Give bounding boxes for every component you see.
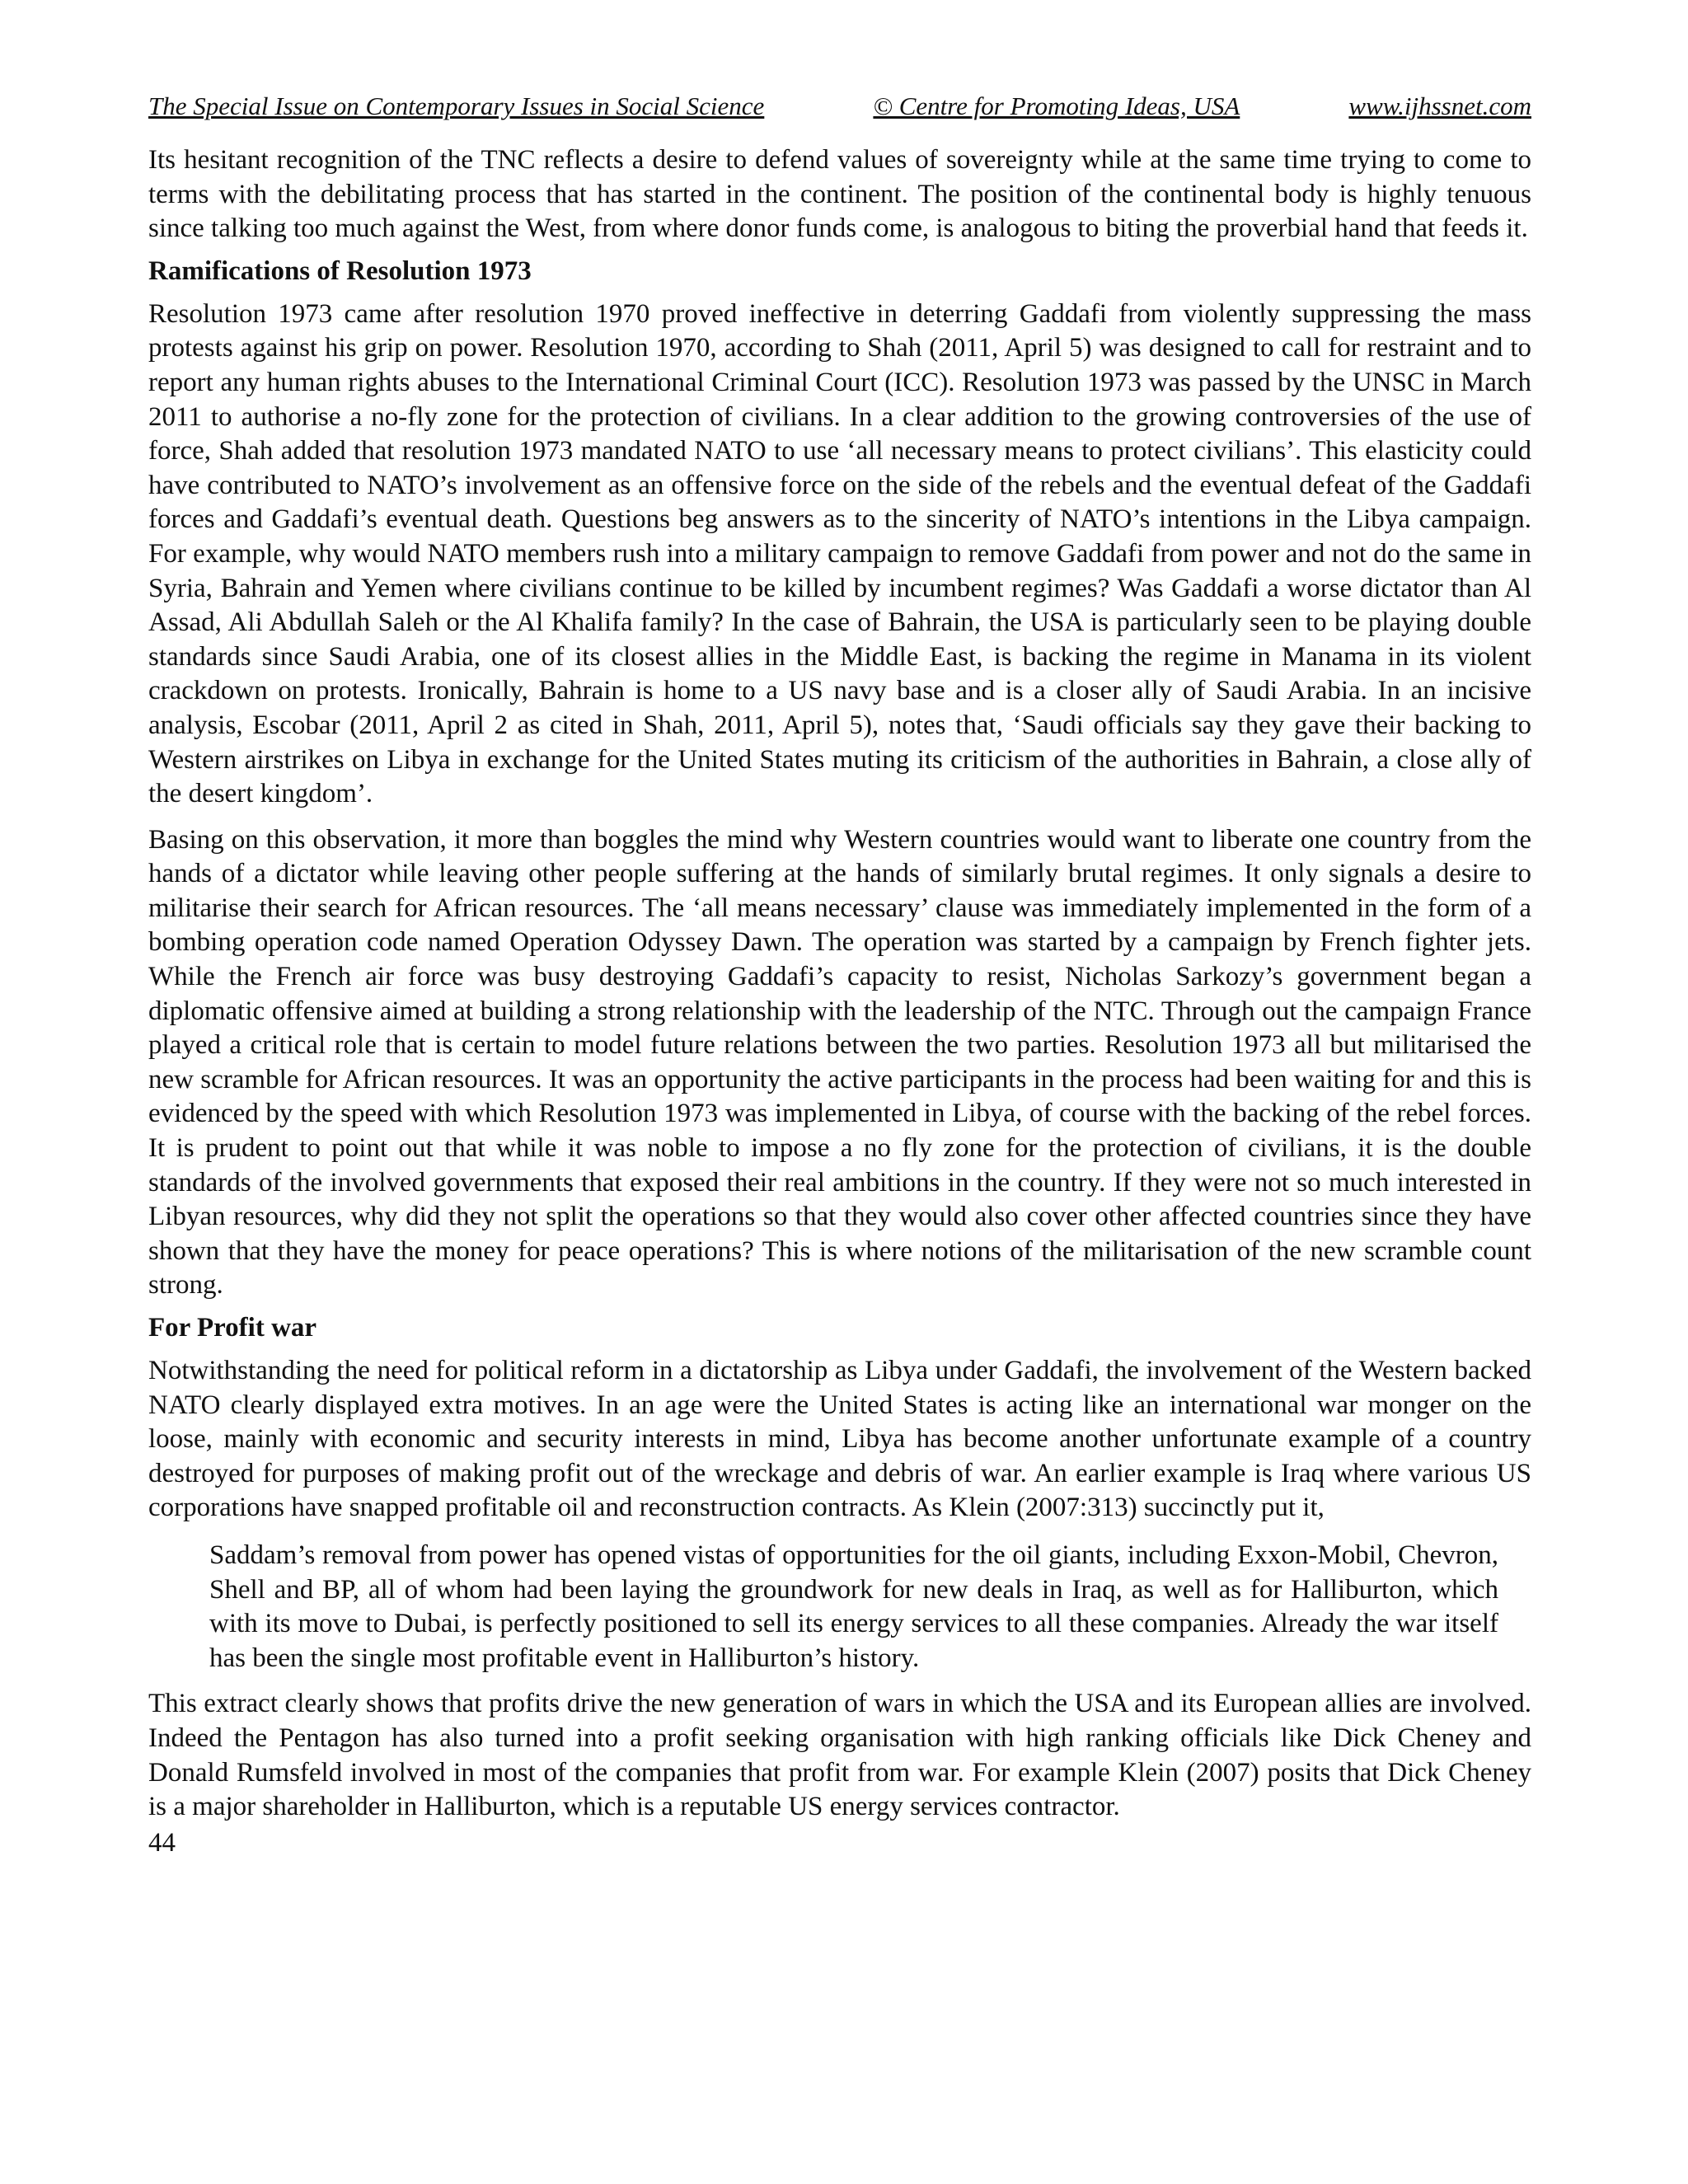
paragraph-ramifications-1: Resolution 1973 came after resolution 1970 proved ineffective in deterring Gaddafi from violently suppressing the mass protests against his grip on power. Resolution 1970, according to Shah (2011, April 5) was designed to call for restraint and to report any human rights abuses to the International Criminal Court (ICC). Resolution 1973 was passed by the UNSC in March 2011 to authorise a no-fly zone for the protection of civilians. In a clear addition to the growing controversies of the use of force, Shah added that resolution 1973 mandated NATO to use ‘all necessary means to protect civilians’. This elasticity could have contributed to NATO’s involvement as an offensive force on the side of the rebels and the eventual defeat of the Gaddafi forces and Gaddafi’s eventual death. Questions beg answers as to the sincerity of NATO’s intentions in the Libya campaign. For example, why would NATO members rush into a military campaign to remove Gaddafi from power and not do the same in Syria, Bahrain and Yemen where civilians continue to be killed by incumbent regimes? Was Gaddafi a worse dictator than Al Assad, Ali Abdullah Saleh or the Al Khalifa family? In the case of Bahrain, the USA is particularly seen to be playing double standards since Saudi Arabia, one of its closest allies in the Middle East, is backing the regime in Manama in its violent crackdown on protests. Ironically, Bahrain is home to a US navy base and is a closer ally of Saudi Arabia. In an incisive analysis, Escobar (2011, April 2 as cited in Shah, 2011, April 5), notes that, ‘Saudi officials say they gave their backing to Western airstrikes on Libya in exchange for the United States muting its criticism of the authorities in Bahrain, a close ally of the desert kingdom’. bbox=[148, 298, 1531, 809]
copyright-notice: © Centre for Promoting Ideas, USA bbox=[873, 91, 1240, 120]
running-header bbox=[148, 91, 1531, 122]
paragraph-profit-2: This extract clearly shows that profits drive the new generation of wars in which the USA and its European allies are involved. Indeed the Pentagon has also turned into a profit seeking organisation with high ranking officials like Dick Cheney and Donald Rumsfeld involved in most of the companies that profit from war. For example Klein (2007) posits that Dick Cheney is a major shareholder in Halliburton, which is a reputable US energy services contractor. bbox=[148, 1689, 1531, 1822]
paragraph-intro: Its hesitant recognition of the TNC reflects a desire to defend values of sovereignty while at the same time trying to come to terms with the debilitating process that has started in the continent. The position of the continental body is highly tenuous since talking too much against the West, from where donor funds come, is analogous to biting the proverbial hand that feeds it. bbox=[148, 145, 1531, 244]
section-heading-ramifications: Ramifications of Resolution 1973 bbox=[148, 255, 532, 286]
block-quote bbox=[209, 1539, 1498, 1675]
paragraph-profit-1: Notwithstanding the need for political reform in a dictatorship as Libya under Gaddafi, the involvement of the Western backed NATO clearly displayed extra motives. In an age were the United States is acting like an international war monger on the loose, mainly with economic and security interests in mind, Libya has become another unfortunate example of a country destroyed for purposes of making profit out of the wreckage and debris of war. An earlier example is Iraq where various US corporations have snapped profitable oil and reconstruction contracts. As Klein (2007:313) succinctly put it, bbox=[148, 1356, 1531, 1523]
quote-text: Saddam’s removal from power has opened vistas of opportunities for the oil giants, including Exxon-Mobil, Chevron, Shell and BP, all of whom had been laying the groundwork for new deals in Iraq, as well as for Halliburton, which with its move to Dubai, is perfectly positioned to sell its energy services to all these companies. Already the war itself has been the single most profitable event in Halliburton’s history. bbox=[209, 1540, 1498, 1673]
section-heading-profit: For Profit war bbox=[148, 1313, 317, 1343]
page bbox=[148, 91, 1531, 1859]
journal-website: www.ijhssnet.com bbox=[1348, 91, 1531, 120]
page-number: 44 bbox=[148, 1827, 176, 1858]
journal-title: The Special Issue on Contemporary Issues in Social Science bbox=[148, 91, 765, 120]
paragraph-ramifications-2: Basing on this observation, it more than boggles the mind why Western countries would want to liberate one country from the hands of a dictator while leaving other people suffering at the hands of similarly brutal regimes. It only signals a desire to militarise their search for African resources. The ‘all means necessary’ clause was immediately implemented in the form of a bombing operation code named Operation Odyssey Dawn. The operation was started by a campaign by French fighter jets. While the French air force was busy destroying Gaddafi’s capacity to resist, Nicholas Sarkozy’s government began a diplomatic offensive aimed at building a strong relationship with the leadership of the NTC. Through out the campaign France played a critical role that is certain to model future relations between the two parties. Resolution 1973 all but militarised the new scramble for African resources. It was an opportunity the active participants in the process had been waiting for and this is evidenced by the speed with which Resolution 1973 was implemented in Libya, of course with the backing of the rebel forces. It is prudent to point out that while it was noble to impose a no fly zone for the protection of civilians, it is the double standards of the involved governments that exposed their real ambitions in the country. If they were not so much interested in Libyan resources, why did they not split the operations so that they would also cover other affected countries since they have shown that they have the money for peace operations? This is where notions of the militarisation of the new scramble count strong. bbox=[148, 824, 1531, 1301]
